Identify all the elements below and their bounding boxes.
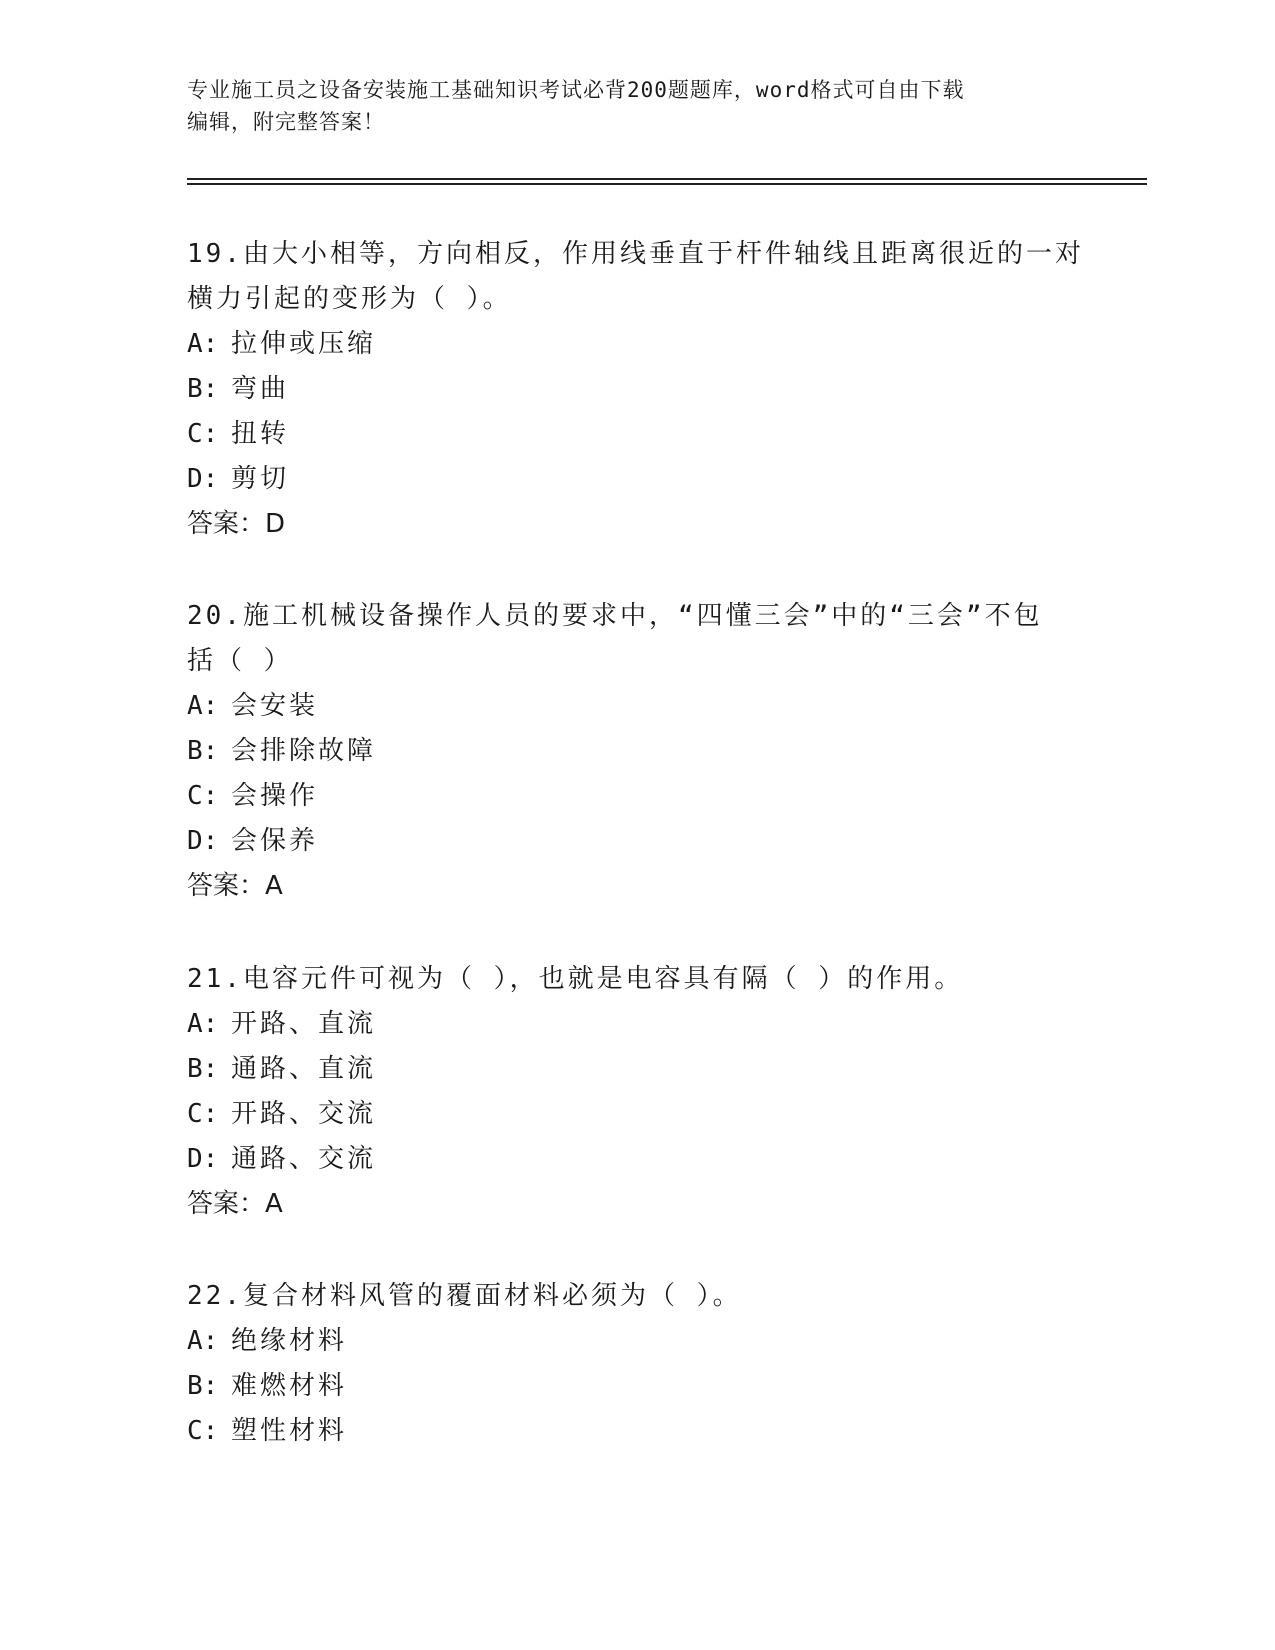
option-key: A: <box>187 1326 219 1356</box>
option-text: 拉伸或压缩 <box>231 329 377 359</box>
option-a <box>187 684 1087 729</box>
option-a <box>187 1319 1087 1364</box>
question-stem-line: 21.电容元件可视为（ ），也就是电容具有隔（ ）的作用。 <box>187 964 964 994</box>
option-text: 会操作 <box>231 781 319 811</box>
option-c <box>187 1409 1087 1454</box>
question-stem-line: 19.由大小相等，方向相反，作用线垂直于杆件轴线且距离很近的一对 <box>187 239 1084 269</box>
option-c <box>187 412 1087 457</box>
question-stem-line: 横力引起的变形为（ ）。 <box>187 284 512 314</box>
option-a <box>187 322 1087 367</box>
option-key: D: <box>187 826 219 856</box>
option-text: 通路、交流 <box>231 1144 377 1174</box>
option-b <box>187 729 1087 774</box>
header-divider-bottom <box>187 183 1147 185</box>
option-b <box>187 1047 1087 1092</box>
option-key: B: <box>187 1371 219 1401</box>
option-b <box>187 367 1087 412</box>
option-key: A: <box>187 329 219 359</box>
option-text: 塑性材料 <box>231 1416 348 1446</box>
option-text: 通路、直流 <box>231 1054 377 1084</box>
question-stem-line: 22.复合材料风管的覆面材料必须为（ ）。 <box>187 1281 742 1311</box>
option-key: C: <box>187 781 219 811</box>
document-header <box>187 74 1067 138</box>
question-19 <box>187 232 1087 547</box>
option-d <box>187 457 1087 502</box>
question-stem-line: 括（ ） <box>187 646 293 676</box>
option-text: 开路、交流 <box>231 1099 377 1129</box>
answer-line: 答案：A <box>187 1189 283 1219</box>
option-key: C: <box>187 1099 219 1129</box>
question-20 <box>187 594 1087 909</box>
option-text: 弯曲 <box>231 374 290 404</box>
option-text: 会排除故障 <box>231 736 377 766</box>
option-text: 绝缘材料 <box>231 1326 348 1356</box>
option-key: B: <box>187 374 219 404</box>
option-key: C: <box>187 1416 219 1446</box>
question-21 <box>187 957 1087 1227</box>
option-key: A: <box>187 691 219 721</box>
question-stem-line: 20.施工机械设备操作人员的要求中，“四懂三会”中的“三会”不包 <box>187 601 1043 631</box>
option-key: D: <box>187 1144 219 1174</box>
question-22 <box>187 1274 1087 1454</box>
header-divider-top <box>187 178 1147 180</box>
option-text: 扭转 <box>231 419 290 449</box>
option-key: B: <box>187 736 219 766</box>
option-text: 会保养 <box>231 826 319 856</box>
option-text: 剪切 <box>231 464 290 494</box>
option-key: B: <box>187 1054 219 1084</box>
option-d <box>187 1137 1087 1182</box>
option-key: A: <box>187 1009 219 1039</box>
option-a <box>187 1002 1087 1047</box>
option-text: 难燃材料 <box>231 1371 348 1401</box>
header-line-2: 编辑，附完整答案！ <box>187 110 385 134</box>
option-key: C: <box>187 419 219 449</box>
option-key: D: <box>187 464 219 494</box>
option-d <box>187 819 1087 864</box>
option-text: 开路、直流 <box>231 1009 377 1039</box>
header-line-1: 专业施工员之设备安装施工基础知识考试必背200题题库，word格式可自由下载 <box>187 78 965 102</box>
option-b <box>187 1364 1087 1409</box>
answer-line: 答案：D <box>187 509 286 539</box>
option-c <box>187 774 1087 819</box>
option-text: 会安装 <box>231 691 319 721</box>
answer-line: 答案：A <box>187 871 283 901</box>
option-c <box>187 1092 1087 1137</box>
